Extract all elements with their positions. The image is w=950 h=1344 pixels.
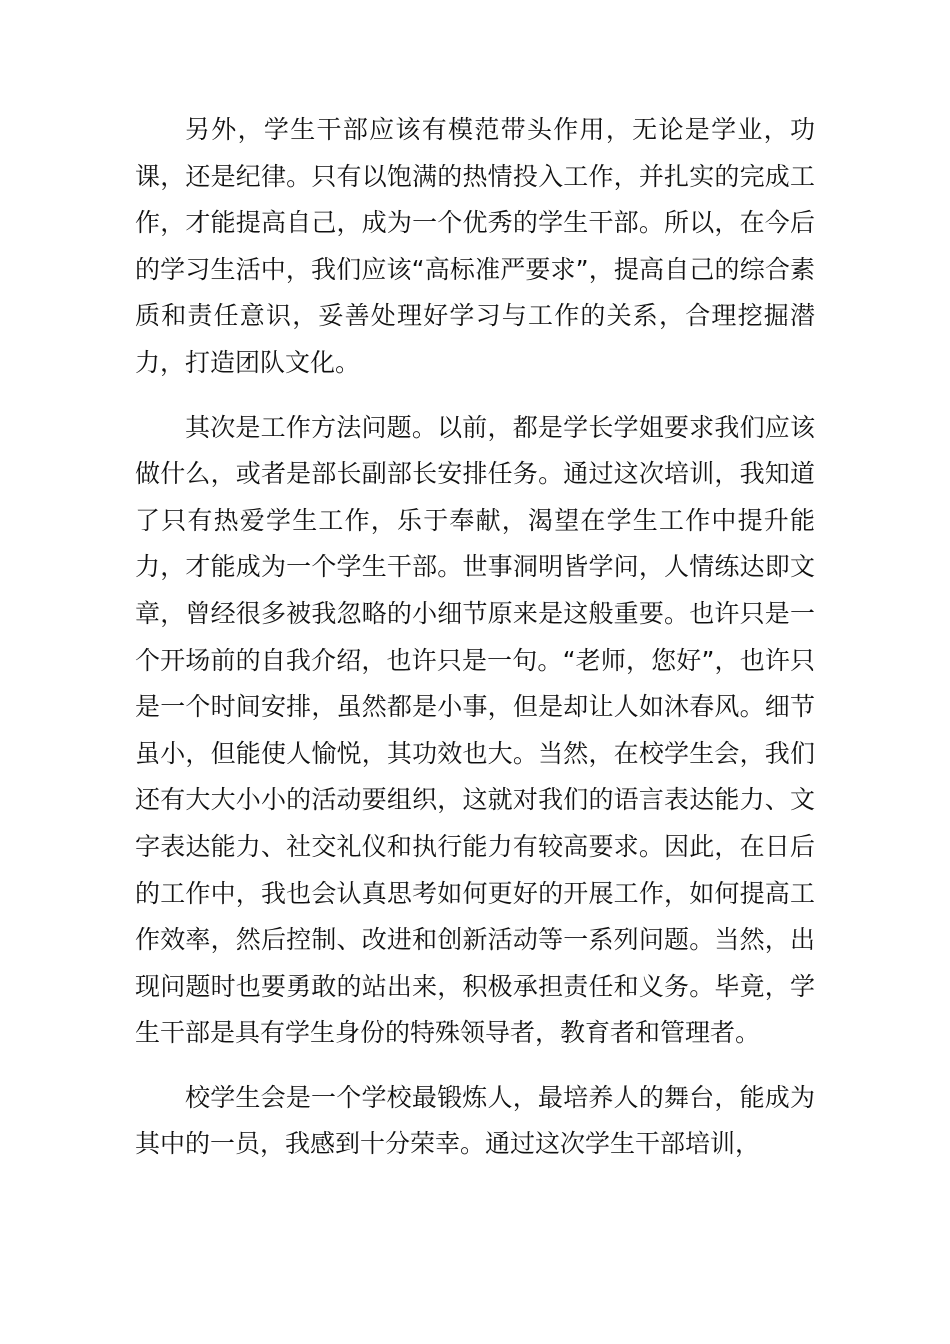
paragraph-role-model: 另外，学生干部应该有模范带头作用，无论是学业，功课，还是纪律。只有以饱满的热情投入工作，并扎实的完成工作，才能提高自己，成为一个优秀的学生干部。所以，在今后的学习生活中，我们应该“高标准严要求”，提高自己的综合素质和责任意识，妥善处理好学习与工作的关系，合理挖掘潜力，打造团队文化。 xyxy=(135,115,815,377)
paragraph-work-methods: 其次是工作方法问题。以前，都是学长学姐要求我们应该做什么，或者是部长副部长安排任务。通过这次培训，我知道了只有热爱学生工作，乐于奉献，渴望在学生工作中提升能力，才能成为一个学生干部。世事洞明皆学问，人情练达即文章，曾经很多被我忽略的小细节原来是这般重要。也许只是一个开场前的自我介绍，也许只是一句。“老师，您好”，也许只是一个时间安排，虽然都是小事，但是却让人如沐春风。细节虽小，但能使人愉悦，其功效也大。当然，在校学生会，我们还有大大小小的活动要组织，这就对我们的语言表达能力、文字表达能力、社交礼仪和执行能力有较高要求。因此，在日后的工作中，我也会认真思考如何更好的开展工作，如何提高工作效率，然后控制、改进和创新活动等一系列问题。当然，出现问题时也要勇敢的站出来，积极承担责任和义务。毕竟，学生干部是具有学生身份的特殊领导者，教育者和管理者。 xyxy=(135,412,815,1048)
paragraph-student-union: 校学生会是一个学校最锻炼人，最培养人的舞台，能成为其中的一员，我感到十分荣幸。通过这次学生干部培训， xyxy=(135,1082,815,1159)
